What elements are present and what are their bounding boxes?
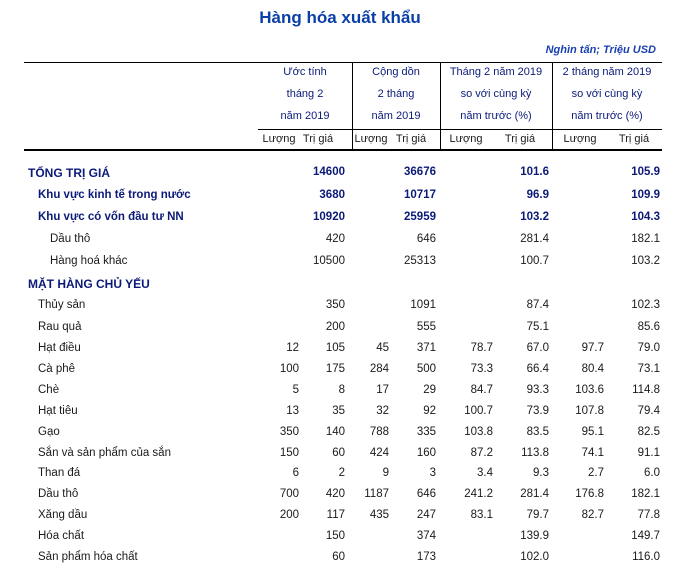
cell-col-4: 36676 (404, 166, 436, 178)
cell-col-7: 82.7 (581, 509, 604, 521)
row-label: TỔNG TRỊ GIÁ (28, 166, 110, 180)
cell-col-6: 281.4 (520, 233, 549, 245)
cell-col-1: 350 (279, 426, 299, 438)
cell-col-6: 79.7 (526, 509, 549, 521)
cell-col-1: 150 (279, 447, 299, 459)
header-group-4-line-2: so với cùng kỳ (571, 88, 643, 100)
cell-col-6: 103.2 (520, 211, 549, 223)
header-group-3-line-3: năm trước (%) (460, 110, 532, 122)
cell-col-3: 17 (376, 384, 389, 396)
cell-col-4: 25313 (404, 255, 436, 267)
cell-col-3: 1187 (364, 488, 389, 500)
cell-col-8: 114.8 (632, 384, 660, 396)
cell-col-2: 10920 (313, 211, 345, 223)
row-label: Chè (38, 384, 60, 396)
row-label: Cà phê (38, 363, 76, 375)
cell-col-8: 85.6 (637, 321, 660, 333)
header-bottom-rule (24, 149, 662, 151)
row-label: Sản phẩm hóa chất (38, 551, 138, 563)
cell-col-4: 1091 (410, 299, 436, 311)
cell-col-6: 75.1 (526, 321, 549, 333)
row-label: Rau quả (38, 321, 82, 333)
cell-col-6: 9.3 (533, 467, 549, 479)
header-group-2-line-2: 2 tháng (377, 88, 415, 100)
header-group-1-line-3: năm 2019 (280, 110, 330, 122)
row-label: Hóa chất (38, 530, 85, 542)
cell-col-5: 78.7 (470, 342, 493, 354)
cell-col-1: 700 (279, 488, 299, 500)
cell-col-6: 96.9 (526, 189, 549, 201)
cell-col-2: 14600 (313, 166, 345, 178)
cell-col-7: 176.8 (575, 488, 604, 500)
cell-col-4: 371 (416, 342, 436, 354)
cell-col-8: 6.0 (644, 467, 660, 479)
row-label: MẶT HÀNG CHỦ YẾU (28, 277, 150, 291)
cell-col-1: 6 (292, 467, 299, 479)
cell-col-2: 105 (325, 342, 345, 354)
cell-col-4: 92 (423, 405, 436, 417)
row-label: Hạt tiêu (38, 405, 78, 417)
subheader-value-2: Trị giá (395, 133, 427, 145)
cell-col-6: 281.4 (520, 488, 549, 500)
header-group-3-line-1: Tháng 2 năm 2019 (449, 66, 543, 78)
subheader-value-1: Trị giá (302, 133, 334, 145)
cell-col-2: 150 (325, 530, 345, 542)
cell-col-4: 29 (423, 384, 436, 396)
cell-col-8: 91.1 (637, 447, 660, 459)
cell-col-5: 84.7 (470, 384, 493, 396)
cell-col-6: 101.6 (520, 166, 549, 178)
header-group-2-line-1: Cộng dồn (372, 66, 420, 78)
header-group-4-line-1: 2 tháng năm 2019 (562, 66, 652, 78)
cell-col-4: 335 (416, 426, 436, 438)
cell-col-8: 182.1 (631, 488, 660, 500)
cell-col-6: 73.9 (526, 405, 549, 417)
cell-col-2: 60 (332, 551, 345, 563)
subheader-value-4: Trị giá (618, 133, 650, 145)
cell-col-4: 646 (416, 233, 436, 245)
cell-col-7: 74.1 (581, 447, 604, 459)
header-group-1-line-2: tháng 2 (286, 88, 324, 100)
cell-col-3: 424 (369, 447, 389, 459)
row-label: Hạt điều (38, 342, 81, 354)
cell-col-4: 555 (416, 321, 436, 333)
cell-col-2: 140 (325, 426, 345, 438)
page-title: Hàng hóa xuất khẩu (259, 8, 421, 27)
cell-col-5: 83.1 (470, 509, 493, 521)
row-label: Gạo (38, 426, 60, 438)
cell-col-1: 100 (279, 363, 299, 375)
cell-col-4: 160 (416, 447, 436, 459)
header-group-1-line-1: Ước tính (283, 66, 327, 78)
row-label: Dầu thô (38, 488, 79, 500)
cell-col-5: 3.4 (477, 467, 493, 479)
row-label: Than đá (38, 467, 81, 479)
cell-col-8: 73.1 (637, 363, 660, 375)
cell-col-4: 10717 (404, 189, 436, 201)
cell-col-6: 102.0 (520, 551, 549, 563)
cell-col-6: 66.4 (526, 363, 549, 375)
cell-col-2: 200 (325, 321, 345, 333)
row-label: Hàng hoá khác (50, 255, 128, 267)
cell-col-7: 103.6 (575, 384, 604, 396)
cell-col-8: 116.0 (632, 551, 660, 563)
cell-col-3: 788 (369, 426, 389, 438)
cell-col-8: 182.1 (631, 233, 660, 245)
cell-col-1: 5 (292, 384, 299, 396)
subheader-value-3: Trị giá (504, 133, 536, 145)
cell-col-4: 25959 (404, 211, 436, 223)
cell-col-4: 374 (416, 530, 436, 542)
row-label: Thủy sản (38, 299, 86, 311)
cell-col-6: 139.9 (520, 530, 549, 542)
header-group-3-line-2: so với cùng kỳ (460, 88, 532, 100)
subheader-volume-3: Lượng (449, 133, 483, 145)
cell-col-6: 87.4 (526, 299, 549, 311)
cell-col-8: 79.0 (637, 342, 660, 354)
row-label: Khu vực có vốn đầu tư NN (38, 211, 184, 223)
cell-col-7: 107.8 (575, 405, 604, 417)
cell-col-3: 435 (369, 509, 389, 521)
cell-col-6: 113.8 (521, 447, 549, 459)
cell-col-3: 9 (382, 467, 389, 479)
cell-col-3: 284 (369, 363, 389, 375)
header-group-2-line-3: năm 2019 (371, 110, 421, 122)
cell-col-2: 350 (325, 299, 345, 311)
cell-col-8: 79.4 (637, 405, 660, 417)
cell-col-2: 8 (338, 384, 345, 396)
subheader-volume-1: Lượng (262, 133, 296, 145)
cell-col-2: 117 (326, 509, 345, 521)
cell-col-2: 35 (332, 405, 345, 417)
header-sub-rule (258, 129, 662, 130)
cell-col-6: 83.5 (526, 426, 549, 438)
cell-col-2: 3680 (319, 189, 345, 201)
cell-col-2: 175 (325, 363, 345, 375)
cell-col-6: 100.7 (520, 255, 549, 267)
cell-col-4: 646 (416, 488, 436, 500)
cell-col-5: 100.7 (464, 405, 493, 417)
cell-col-5: 73.3 (470, 363, 493, 375)
table-top-rule (24, 62, 662, 63)
cell-col-8: 82.5 (637, 426, 660, 438)
cell-col-7: 2.7 (588, 467, 604, 479)
row-label: Dầu thô (50, 233, 91, 245)
cell-col-2: 420 (325, 233, 345, 245)
cell-col-3: 32 (376, 405, 389, 417)
subheader-volume-4: Lượng (563, 133, 597, 145)
cell-col-7: 80.4 (581, 363, 604, 375)
cell-col-2: 60 (332, 447, 345, 459)
cell-col-1: 13 (286, 405, 299, 417)
cell-col-2: 2 (338, 467, 345, 479)
header-group-4-line-3: năm trước (%) (571, 110, 643, 122)
cell-col-3: 45 (376, 342, 389, 354)
cell-col-7: 95.1 (581, 426, 604, 438)
unit-note: Nghìn tấn; Triệu USD (545, 44, 656, 56)
cell-col-2: 10500 (313, 255, 345, 267)
cell-col-8: 103.2 (631, 255, 660, 267)
cell-col-4: 3 (429, 467, 436, 479)
cell-col-8: 109.9 (631, 189, 660, 201)
cell-col-8: 149.7 (631, 530, 660, 542)
row-label: Sắn và sản phẩm của sắn (38, 447, 171, 459)
cell-col-7: 97.7 (581, 342, 604, 354)
cell-col-5: 103.8 (464, 426, 493, 438)
row-label: Xăng dầu (38, 509, 88, 521)
row-label: Khu vực kinh tế trong nước (38, 189, 191, 201)
subheader-volume-2: Lượng (354, 133, 388, 145)
cell-col-8: 104.3 (631, 211, 660, 223)
cell-col-6: 67.0 (526, 342, 549, 354)
cell-col-5: 241.2 (464, 488, 493, 500)
cell-col-1: 200 (279, 509, 299, 521)
cell-col-2: 420 (325, 488, 345, 500)
cell-col-4: 247 (416, 509, 436, 521)
cell-col-6: 93.3 (526, 384, 549, 396)
cell-col-8: 77.8 (637, 509, 660, 521)
cell-col-8: 102.3 (631, 299, 660, 311)
cell-col-4: 500 (416, 363, 436, 375)
cell-col-1: 12 (286, 342, 299, 354)
cell-col-8: 105.9 (631, 166, 660, 178)
cell-col-5: 87.2 (470, 447, 493, 459)
cell-col-4: 173 (416, 551, 436, 563)
